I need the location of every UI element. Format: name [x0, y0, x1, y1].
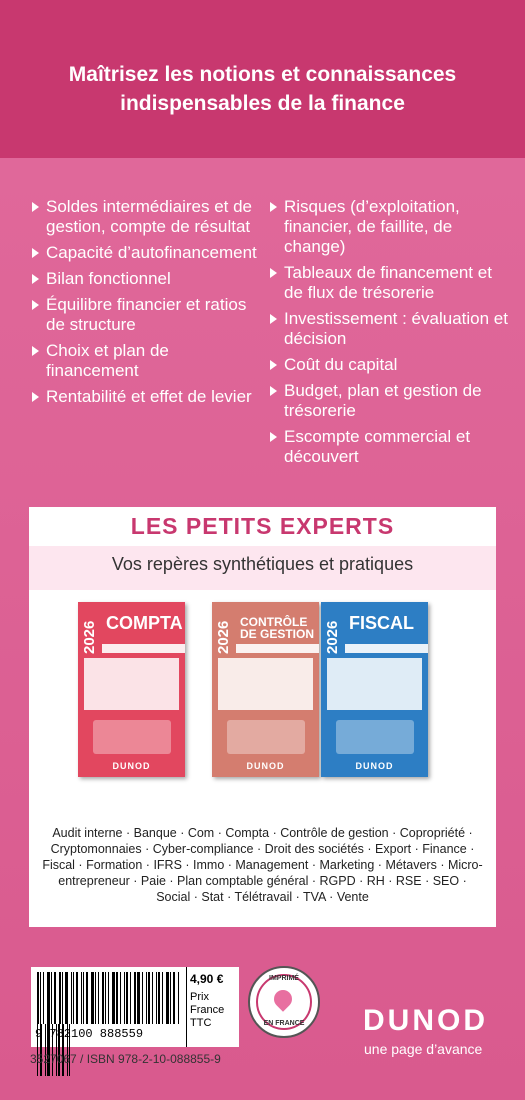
barcode-bar: [95, 972, 96, 1024]
triangle-bullet-icon: [270, 432, 277, 442]
barcode-bar: [81, 972, 82, 1024]
barcode-bar: [170, 972, 171, 1024]
barcode-bar: [102, 972, 104, 1024]
topic-label: Soldes intermédiaires et de gestion, compte de résultat: [46, 197, 253, 236]
barcode-bar: [162, 972, 163, 1024]
barcode-bar: [156, 972, 157, 1024]
barcode-bar: [142, 972, 143, 1024]
barcode-bar: [91, 972, 94, 1024]
barcode-bar: [173, 972, 175, 1024]
barcode-bar: [98, 972, 99, 1024]
book-illustration: [336, 720, 414, 754]
barcode-bar: [130, 972, 131, 1024]
topic-label: Risques (d’exploitation, financier, de faillite, de change): [284, 197, 460, 256]
book-strip: [345, 644, 428, 653]
book-year: 2026: [324, 620, 341, 655]
triangle-bullet-icon: [270, 314, 277, 324]
book-contents-box: [218, 658, 313, 710]
topic-item: [270, 427, 510, 467]
barcode-bar: [166, 972, 169, 1024]
barcode-bar: [148, 972, 150, 1024]
triangle-bullet-icon: [32, 392, 39, 402]
book-strip: [236, 644, 319, 653]
book-contents-box: [327, 658, 422, 710]
barcode-bar: [158, 972, 160, 1024]
triangle-bullet-icon: [32, 274, 39, 284]
triangle-bullet-icon: [270, 268, 277, 278]
book-strip: [102, 644, 185, 653]
barcode-bar: [86, 972, 88, 1024]
barcode-bar: [65, 972, 68, 1024]
price: 4,90 €: [190, 972, 224, 986]
barcode-bar: [178, 972, 179, 1024]
triangle-bullet-icon: [270, 360, 277, 370]
barcode-bar: [54, 972, 56, 1024]
barcode-bar: [116, 972, 118, 1024]
book-illustration: [227, 720, 305, 754]
book-year: 2026: [215, 620, 232, 655]
book-title: CONTRÔLE DE GESTION: [240, 615, 315, 641]
price-info: Prix France TTC: [190, 991, 225, 1029]
book-title: COMPTA: [106, 613, 183, 633]
topic-label: Bilan fonctionnel: [46, 269, 171, 288]
headline: Maîtrisez les notions et connaissances indispensables de la finance: [68, 63, 457, 115]
barcode-bar: [73, 972, 74, 1024]
topic-label: Tableaux de financement et de flux de trésorerie: [284, 263, 492, 302]
book-title: FISCAL: [349, 613, 414, 633]
book-publisher: DUNOD: [246, 761, 285, 771]
topics-left: [32, 197, 262, 413]
seal-top-text: IMPRIMÉ: [269, 975, 299, 982]
book-cover-compta: [78, 602, 185, 777]
barcode-bar: [146, 972, 147, 1024]
topic-label: Coût du capital: [284, 355, 398, 374]
book-cover-fiscal: [321, 602, 428, 777]
publisher-tagline: une page d’avance: [364, 1041, 483, 1057]
price-box: [186, 967, 239, 1047]
series-title: LES PETITS EXPERTS: [130, 513, 395, 539]
barcode-bar: [120, 972, 121, 1024]
barcode-bar: [47, 972, 50, 1024]
triangle-bullet-icon: [32, 300, 39, 310]
barcode-bar: [112, 972, 115, 1024]
barcode-bar: [124, 972, 125, 1024]
barcode-bar: [37, 972, 39, 1024]
barcode-bar: [51, 972, 52, 1024]
topic-item: [32, 341, 262, 381]
barcode-number: 9 782100 888559: [35, 1027, 144, 1041]
topic-item: [270, 355, 510, 375]
barcode-bar: [76, 972, 78, 1024]
barcode-bar: [83, 972, 84, 1024]
topics-right: [270, 197, 510, 473]
topic-label: Investissement : évaluation et décision: [284, 309, 508, 348]
book-publisher: DUNOD: [355, 761, 394, 771]
topic-label: Rentabilité et effet de levier: [46, 387, 252, 406]
triangle-bullet-icon: [32, 202, 39, 212]
book-year: 2026: [81, 620, 98, 655]
printed-in-france-seal: [248, 966, 320, 1038]
topic-item: [270, 263, 510, 303]
triangle-bullet-icon: [32, 248, 39, 258]
barcode-bar: [105, 972, 106, 1024]
topic-item: [270, 381, 510, 421]
series-topics: Audit interne · Banque · Com · Compta · Contrôle de gestion · Copropriété · Cryptomonnaies · Cyber-compliance · Droit des sociétés · Export · Finance · Fiscal · Formation · IFRS · Immo · Management · Marketing · Métavers · Micro-entrepreneur · Paie · Plan comptable général · RGPD · RH · RSE · SEO · Social · Stat · Télétravail · TVA · Vente: [42, 826, 483, 904]
book-contents-box: [84, 658, 179, 710]
book-illustration: [93, 720, 171, 754]
barcode-bar: [40, 972, 41, 1024]
book-cover-controle-de-gestion: [212, 602, 319, 777]
topic-item: [32, 197, 262, 237]
seal-bottom-text: EN FRANCE: [263, 1020, 305, 1027]
publisher-logo: DUNOD: [363, 1004, 488, 1037]
topic-item: [270, 309, 510, 349]
book-publisher: DUNOD: [112, 761, 151, 771]
topic-item: [270, 197, 510, 257]
barcode-bar: [152, 972, 153, 1024]
barcode-bar: [43, 972, 44, 1024]
barcode-bar: [126, 972, 128, 1024]
topic-label: Choix et plan de financement: [46, 341, 169, 380]
topic-item: [32, 387, 262, 407]
barcode-bar: [108, 972, 109, 1024]
topic-label: Escompte commercial et découvert: [284, 427, 471, 466]
topic-label: Budget, plan et gestion de trésorerie: [284, 381, 482, 420]
barcode-bar: [62, 972, 63, 1024]
series-subtitle: Vos repères synthétiques et pratiques: [111, 554, 414, 574]
barcode-bar: [134, 972, 136, 1024]
triangle-bullet-icon: [32, 346, 39, 356]
topic-label: Capacité d’autofinancement: [46, 243, 257, 262]
isbn: 3527067 / ISBN 978-2-10-088855-9: [30, 1052, 221, 1066]
triangle-bullet-icon: [270, 202, 277, 212]
barcode-bars: [37, 972, 182, 1024]
barcode-bar: [71, 972, 72, 1024]
barcode-bar: [137, 972, 140, 1024]
topic-label: Équilibre financier et ratios de structure: [46, 295, 247, 334]
topic-item: [32, 243, 262, 263]
barcode-bar: [59, 972, 61, 1024]
topic-item: [32, 269, 262, 289]
topic-item: [32, 295, 262, 335]
triangle-bullet-icon: [270, 386, 277, 396]
